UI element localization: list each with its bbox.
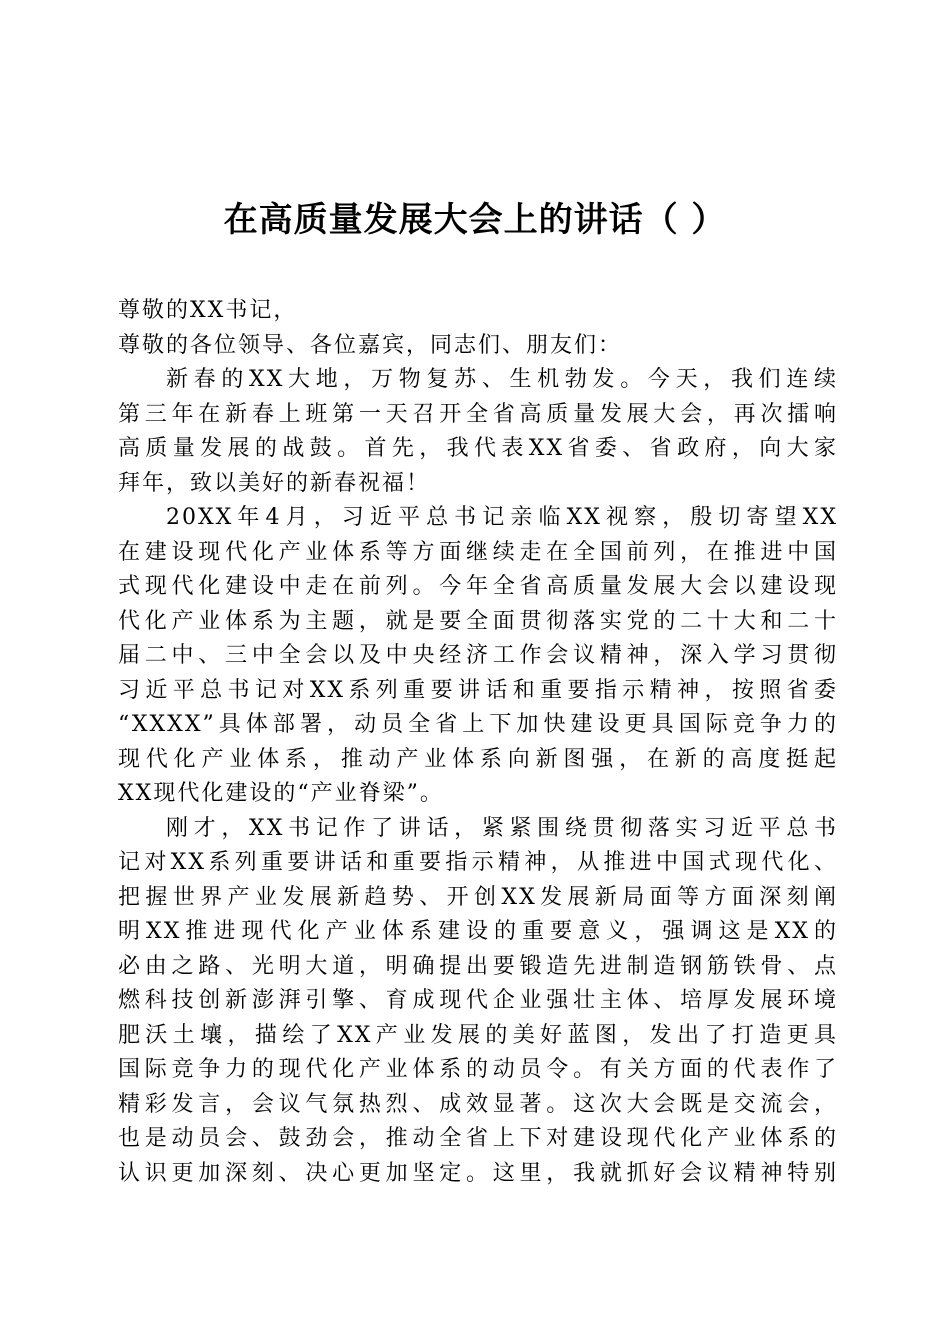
text-line: 精彩发言，会议气氛热烈、成效显著。这次大会既是交流会， xyxy=(118,1091,838,1117)
text-line: 尊敬的XX书记， xyxy=(118,298,298,323)
text-line: XX现代化建设的“产业脊梁”。 xyxy=(118,781,444,806)
text-line: 高质量发展的战鼓。首先，我代表XX省委、省政府，向大家 xyxy=(118,436,838,461)
text-line: 必由之路、光明大道，明确提出要锻造先进制造钢筋铁骨、点 xyxy=(118,953,838,979)
text-line: 习近平总书记对XX系列重要讲话和重要指示精神，按照省委 xyxy=(118,677,838,703)
text-line: 明XX推进现代化产业体系建设的重要意义，强调这是XX的 xyxy=(118,919,838,944)
text-line: 把握世界产业发展新趋势、开创XX发展新局面等方面深刻阐 xyxy=(118,884,838,910)
page-title: 在高质量发展大会上的讲话（ ） xyxy=(223,200,727,240)
text-line: 第三年在新春上班第一天召开全省高质量发展大会，再次擂响 xyxy=(118,401,838,427)
document-body xyxy=(118,294,838,1191)
text-line: 代化产业体系为主题，就是要全面贯彻落实党的二十大和二十 xyxy=(118,608,838,634)
text-line: 拜年，致以美好的新春祝福！ xyxy=(118,470,431,496)
text-line: 在建设现代化产业体系等方面继续走在全国前列，在推进中国 xyxy=(118,539,838,565)
text-line: “XXXX”具体部署，动员全省上下加快建设更具国际竞争力的 xyxy=(118,712,838,737)
text-line: 届二中、三中全会以及中央经济工作会议精神，深入学习贯彻 xyxy=(118,643,838,668)
text-line: 式现代化建设中走在前列。今年全省高质量发展大会以建设现 xyxy=(118,574,838,599)
text-line: 燃科技创新澎湃引擎、育成现代企业强壮主体、培厚发展环境 xyxy=(118,988,838,1013)
text-line: 20XX年4月，习近平总书记亲临XX视察，殷切寄望XX xyxy=(166,505,838,530)
text-line: 新春的XX大地，万物复苏、生机勃发。今天，我们连续 xyxy=(166,367,838,392)
text-line: 也是动员会、鼓劲会，推动全省上下对建设现代化产业体系的 xyxy=(118,1126,838,1151)
text-line: 刚才，XX书记作了讲话，紧紧围绕贯彻落实习近平总书 xyxy=(166,815,838,841)
text-line: 现代化产业体系，推动产业体系向新图强，在新的高度挺起 xyxy=(118,746,838,772)
text-line: 认识更加深刻、决心更加坚定。这里，我就抓好会议精神特别 xyxy=(118,1160,838,1186)
text-line: 肥沃土壤，描绘了XX产业发展的美好蓝图，发出了打造更具 xyxy=(118,1022,838,1048)
text-line: 国际竞争力的现代化产业体系的动员令。有关方面的代表作了 xyxy=(118,1057,838,1082)
text-line: 尊敬的各位领导、各位嘉宾，同志们、朋友们： xyxy=(118,332,623,358)
text-line: 记对XX系列重要讲话和重要指示精神，从推进中国式现代化、 xyxy=(118,850,838,875)
